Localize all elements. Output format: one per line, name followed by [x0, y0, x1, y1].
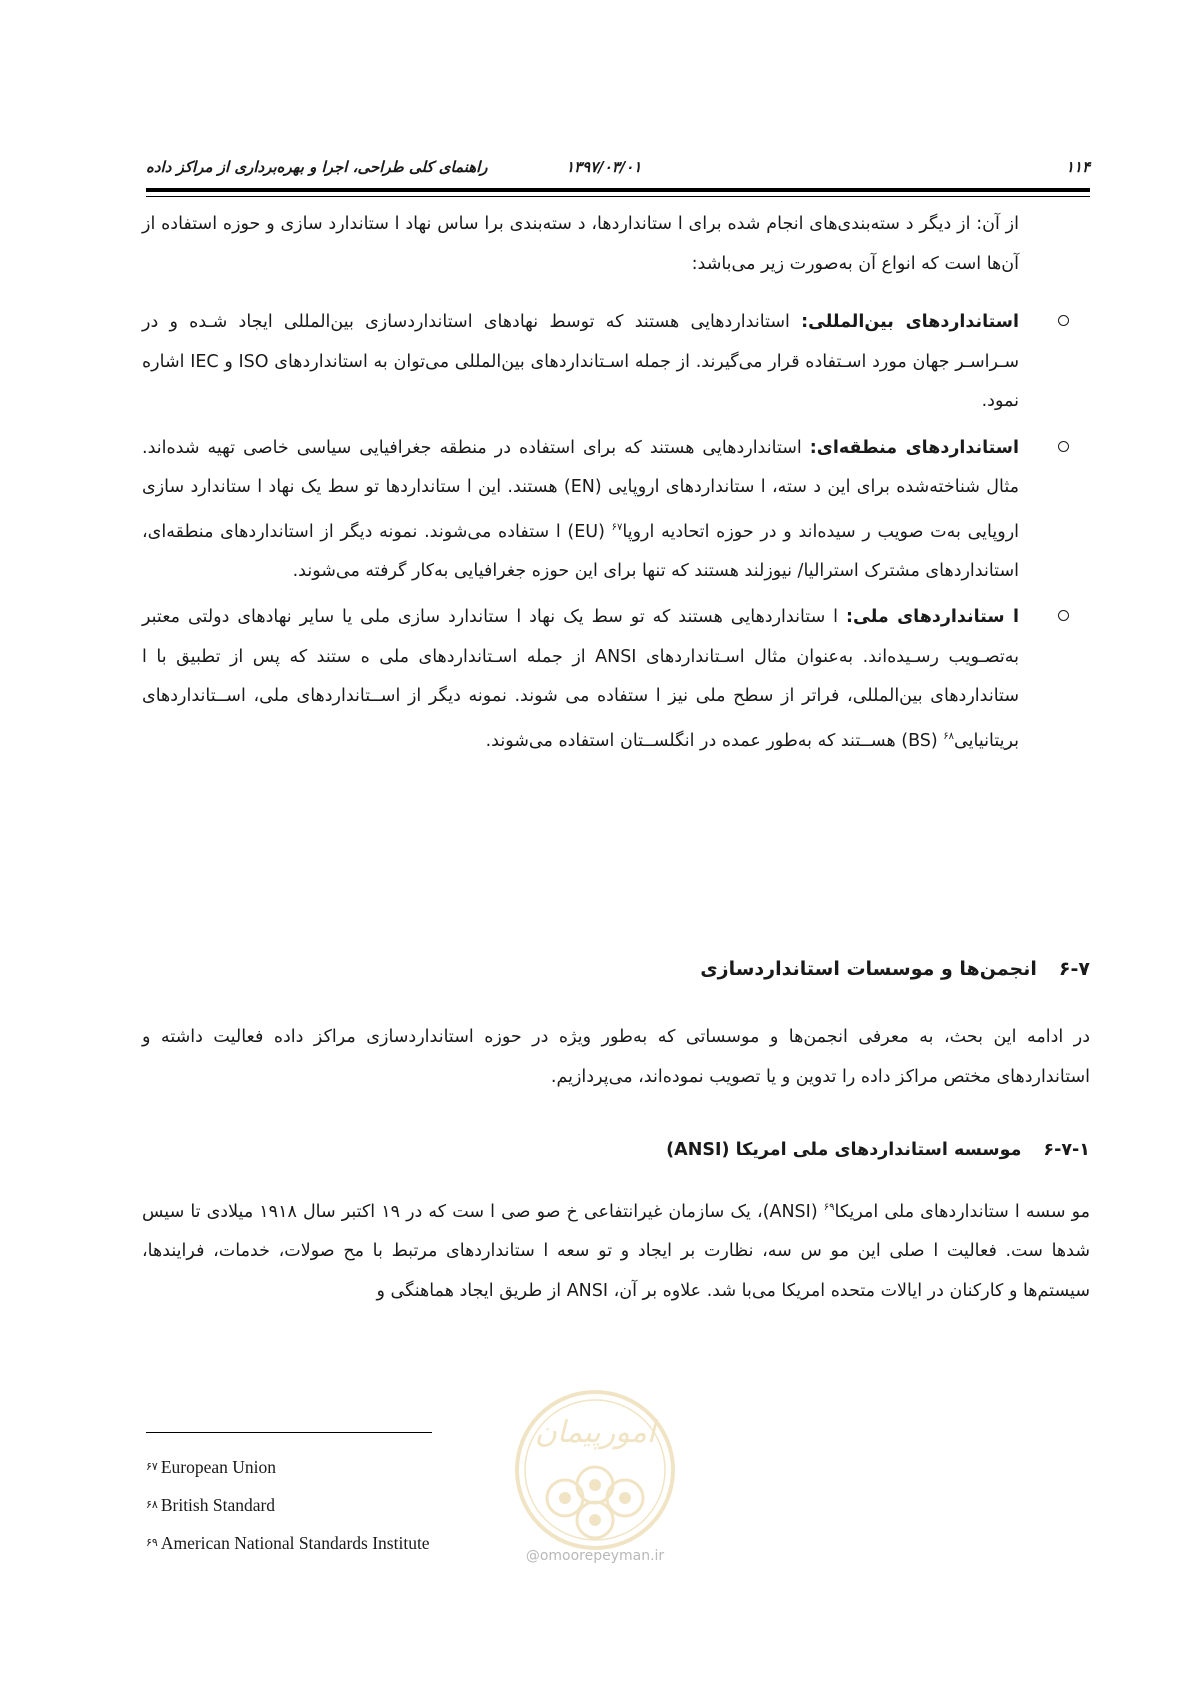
page-number: ۱۱۴: [1065, 158, 1090, 176]
bullet-term: ا ستانداردهای ملی:: [845, 607, 1019, 628]
list-item: [142, 303, 1019, 422]
svg-text:امورپیمان: امورپیمان: [534, 1415, 656, 1450]
subsection-number: ۶-۷-۱: [1043, 1140, 1090, 1160]
paragraph-text: مو سسه ا ستانداردهای ملی امریکا: [834, 1201, 1090, 1222]
header-rule-thin: [146, 196, 1090, 197]
footnote-number: ۶۸: [146, 1499, 158, 1511]
section-title: انجمن‌ها و موسسات استانداردسازی: [700, 958, 1037, 980]
book-title: راهنمای کلی طراحی، اجرا و بهره‌برداری از مراکز داده: [146, 158, 488, 176]
footnote-ref[interactable]: ۶۸: [943, 730, 955, 742]
section-paragraph: در ادامه این بحث، به معرفی انجمن‌ها و موسساتی که به‌طور ویژه در حوزه استانداردسازی مراکز داده فعالیت داشته و استانداردهای مختص مراکز داده را تدوین و یا تصویب نموده‌اند، می‌پردازیم.: [142, 1027, 1090, 1087]
header-date: ۱۳۹۷/۰۳/۰۱: [566, 158, 642, 176]
bullet-circle-icon: [1058, 441, 1069, 452]
footnote-item: [146, 1493, 430, 1531]
list-item: [142, 598, 1019, 761]
footnote-number: ۶۹: [146, 1537, 158, 1549]
bullet-text-continued: (EU) ا ستفاده می‌شوند. نمونه دیگر از استانداردهای منطقه‌ای، استانداردهای مشترک استرالیا/ نیوزلند هستند که تنها برای این حوزه جغرافیایی به‌کار گرفته می‌شوند.: [142, 521, 1019, 581]
watermark-label: @omoorepeyman.ir: [525, 1548, 665, 1564]
list-item: [142, 429, 1019, 592]
page-header: [146, 158, 1090, 180]
footnote-text: American National Standards Institute: [160, 1533, 430, 1553]
footnote-ref[interactable]: ۶۷: [611, 521, 623, 533]
bullet-text: استانداردهایی هستند که توسط نهادهای استانداردسازی بین‌المللی ایجاد شـده و در سـراسـر جهان مورد اسـتفاده قرار می‌گیرند. از جمله اسـتانداردهای بین‌المللی می‌توان به استانداردهای ISO و IEC اشاره نمود.: [142, 312, 1019, 411]
bullet-text: استانداردهایی هستند که برای استفاده در منطقه جغرافیایی سیاسی خاصی تهیه شده‌اند. مثال شناخته‌شده برای این د سته، ا ستانداردهای اروپایی (EN) هستند. این ا ستانداردها تو سط یک نهاد ا ستاندارد سازی اروپایی به‌ت صویب ر سیده‌اند و در حوزه اتحادیه اروپا: [142, 437, 1020, 542]
footnote-number: ۶۷: [146, 1461, 158, 1473]
footnote-item: [146, 1531, 430, 1569]
paragraph-text-continued: (ANSI)، یک سازمان غیرانتفاعی خ صو صی ا ست که در ۱۹ اکتبر سال ۱۹۱۸ میلادی تا سیس شدها ست. فعالیت ا صلی این مو س سه، نظارت بر ایجاد و تو سعه ا ستانداردهای مرتبط با مح صولات، خدمات، فرایندها، سیستم‌ها و کارکنان در ایالات متحده امریکا می‌با شد. علاوه بر آن، ANSI از طریق ایجاد هماهنگی و: [142, 1201, 1090, 1301]
header-rule: [146, 188, 1090, 192]
subsection-paragraph: [142, 1188, 1090, 1311]
bullet-text: ا ستانداردهایی هستند که تو سط یک نهاد ا ستاندارد سازی ملی یا سایر نهادهای دولتی معتبر به‌تصـویب رسـیده‌اند. به‌عنوان مثال اسـتانداردهای ANSI از جمله اسـتانداردهای ملی ه ستند که پس از تطبیق با ا ستانداردهای بین‌المللی، فراتر از سطح ملی نیز ا ستفاده می شوند. نمونه دیگر از اســتانداردهای ملی، اســتانداردهای بریتانیایی: [142, 607, 1019, 751]
footnote-separator: [146, 1432, 432, 1433]
section-number: ۶-۷: [1058, 958, 1090, 980]
bullet-term: استانداردهای منطقه‌ای:: [809, 437, 1019, 458]
footnotes: [146, 1455, 430, 1569]
footnote-ref[interactable]: ۶۹: [823, 1202, 835, 1213]
section-heading: [700, 958, 1090, 980]
subsection-title: موسسه استانداردهای ملی امریکا (ANSI): [666, 1140, 1022, 1160]
standards-list: [142, 303, 1019, 768]
footnote-text: European Union: [160, 1457, 277, 1477]
intro-paragraph: از آن: از دیگر د سته‌بندی‌های انجام شده برای ا ستانداردها، د سته‌بندی برا ساس نهاد ا ستاندارد سازی و حوزه استفاده از آن‌ها است که انواع آن به‌صورت زیر می‌باشد:: [142, 214, 1019, 274]
bullet-circle-icon: [1058, 610, 1069, 621]
footnote-text: British Standard: [160, 1495, 276, 1515]
subsection-heading: [666, 1140, 1090, 1160]
bullet-text-continued: (BS) هســتند که به‌طور عمده در انگلســتان استفاده می‌شوند.: [485, 730, 944, 751]
bullet-circle-icon: [1058, 315, 1069, 326]
bullet-term: استانداردهای بین‌المللی:: [801, 312, 1019, 332]
footnote-item: [146, 1455, 430, 1493]
